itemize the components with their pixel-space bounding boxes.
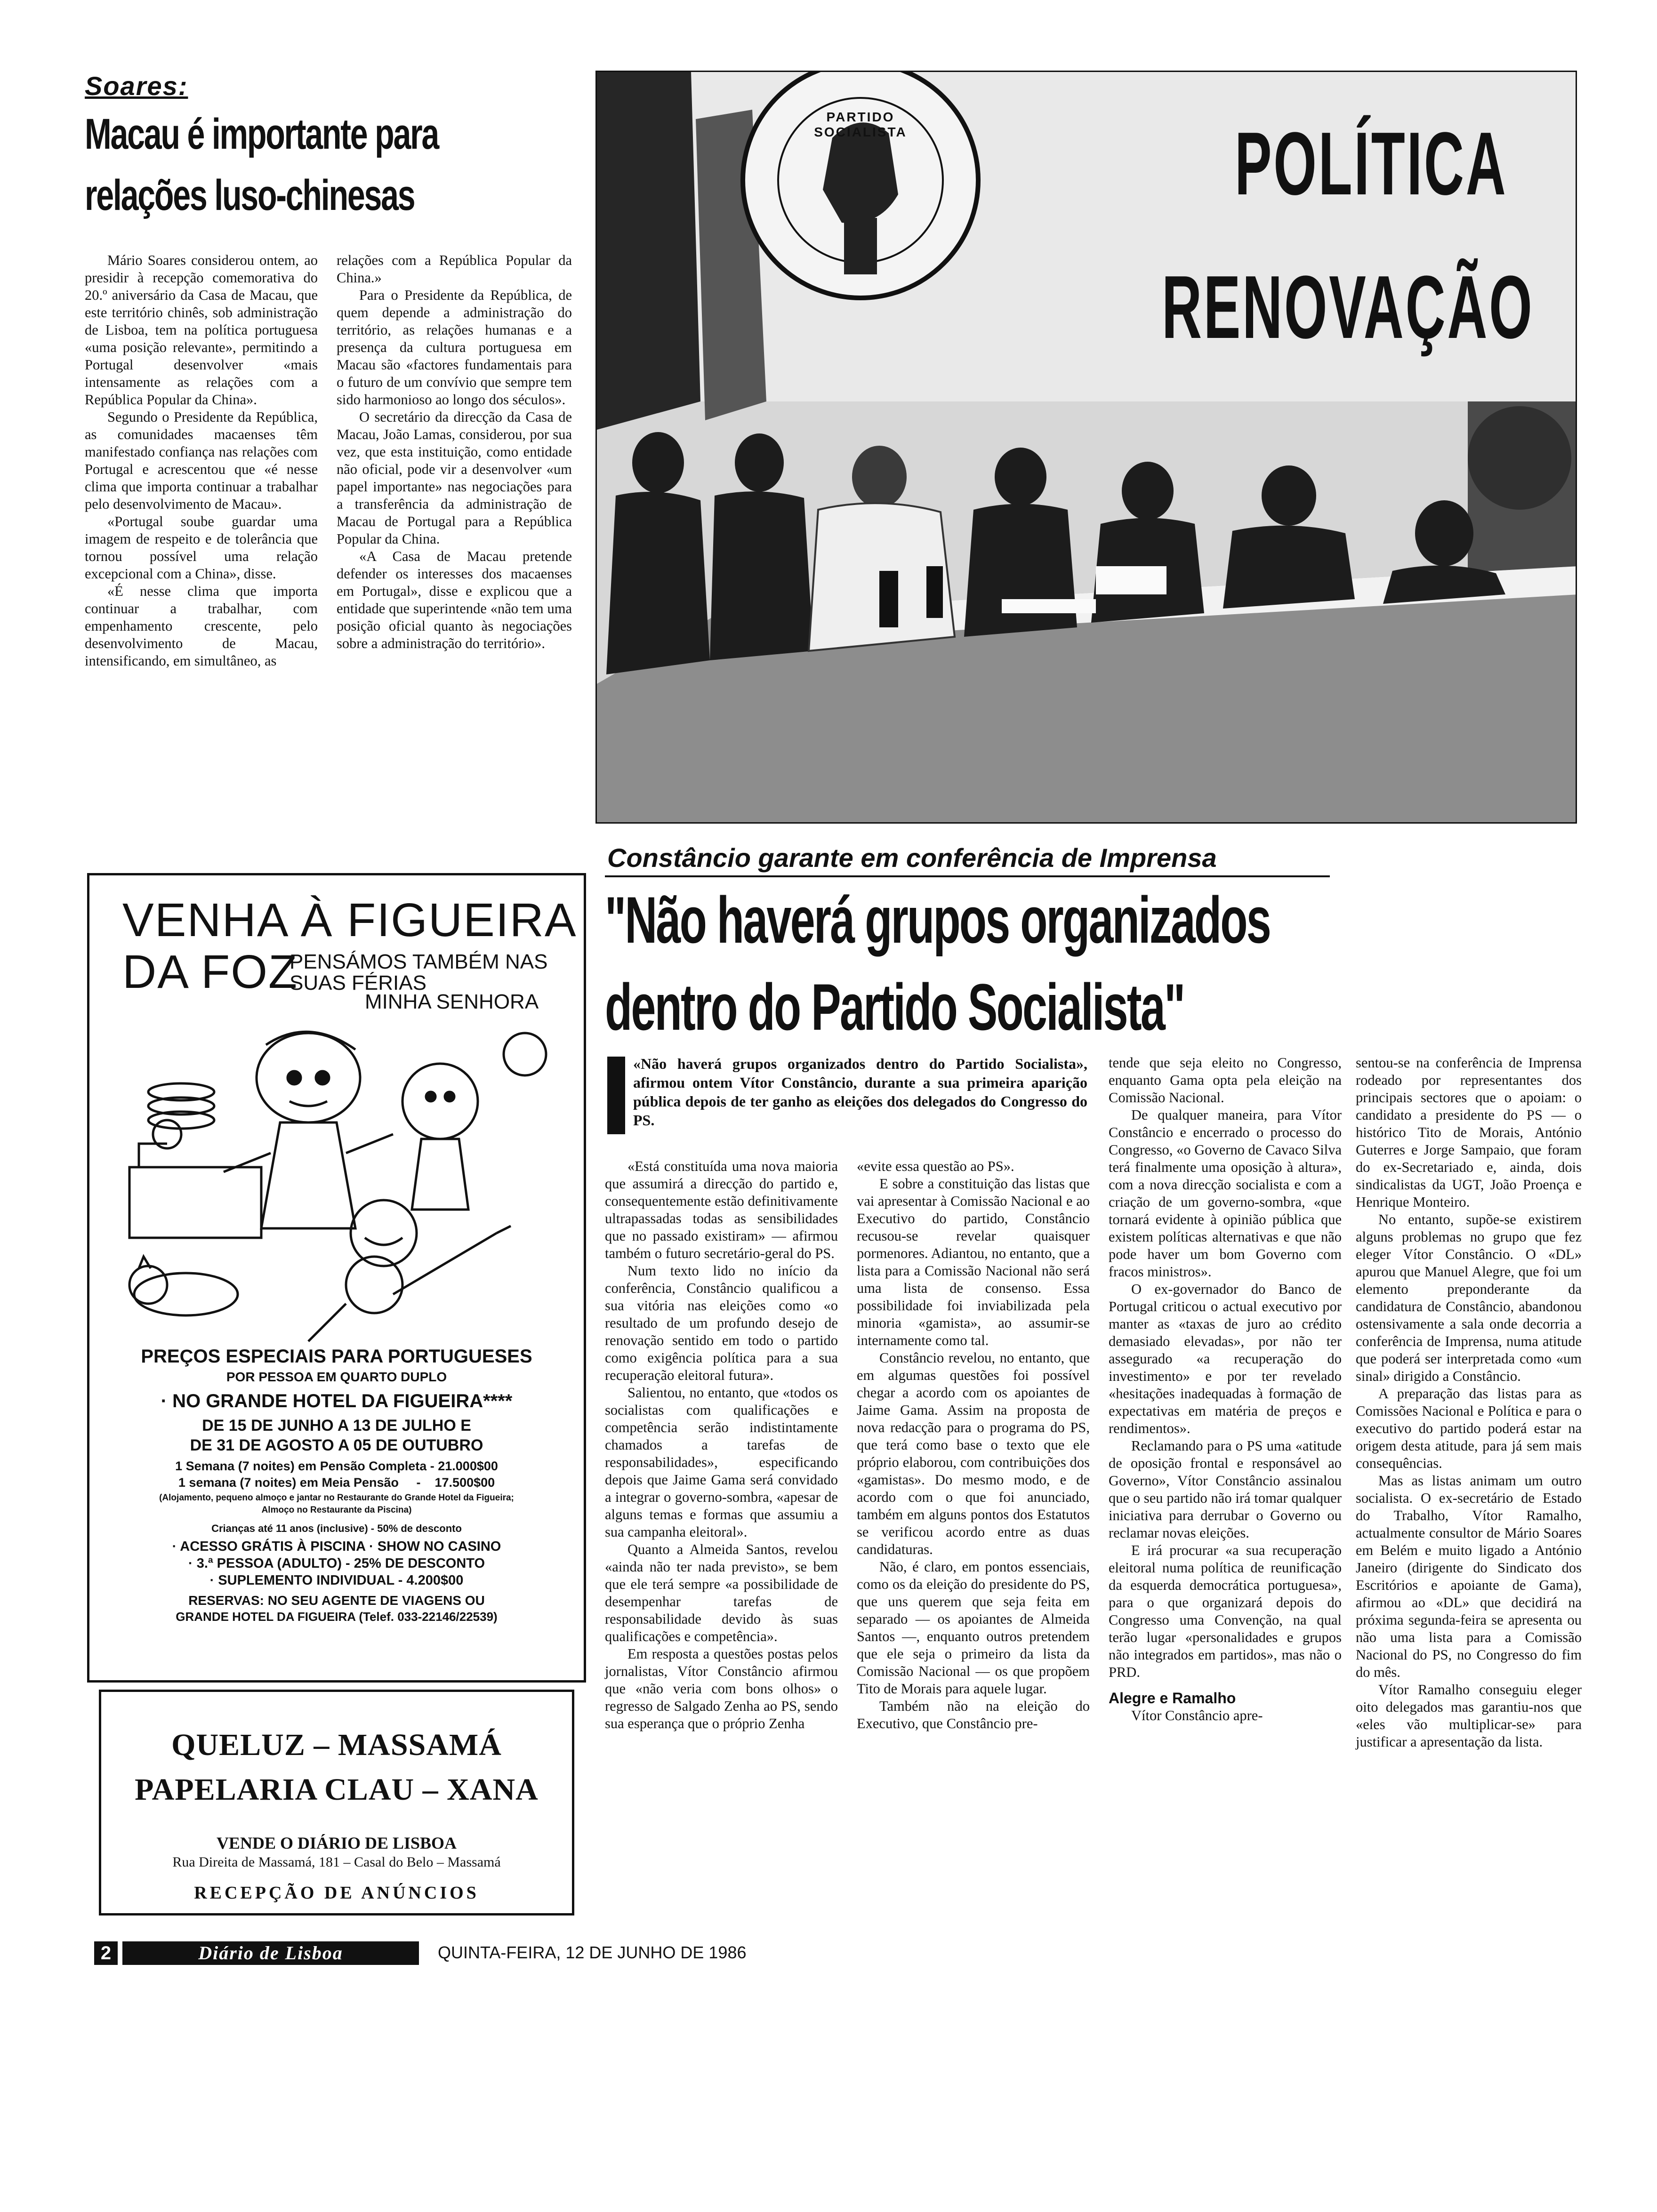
paragraph: Também não na eleição do Executivo, que Constâncio pre- — [857, 1698, 1090, 1731]
lead-bar — [607, 1057, 625, 1134]
paragraph: Mário Soares considerou ontem, ao presidir à recepção comemorativa do 20.º aniversário da Casa de Macau, que este território chinês, sob administração de Lisboa, tem na política portuguesa «uma posição relevante», permitindo a Portugal desenvolver «mais intensamente as relações com a República Popular da China». — [85, 252, 318, 408]
left-article-col2 — [337, 252, 572, 652]
paragraph: Vítor Constâncio apre- — [1131, 1707, 1263, 1723]
paragraph: Segundo o Presidente da República, as comunidades macaenses têm manifestado confiança nas relações com Portugal e acrescentou que «é nesse clima que importa continuar a trabalhar pelo desenvolvimento de Macau». — [85, 409, 318, 512]
ad-queluz-line2: PAPELARIA CLAU – XANA — [135, 1772, 539, 1807]
ad-reserve-2: GRANDE HOTEL DA FIGUEIRA (Telef. 033-22146/22539) — [176, 1610, 498, 1624]
paragraph: No entanto, supõe-se existirem alguns problemas no grupo que fez eleger Vítor Constâncio. O «DL» apurou que Manuel Alegre, que foi um elemento preponderante da candidatura de Constâncio, abandonou ostensivamente a sala onde decorria a conferência de Imprensa, numa atitude que poderá ser interpretada como «um sinal» dirigido a Constâncio. — [1356, 1211, 1582, 1384]
ad-rate-2: 1 semana (7 noites) em Meia Pensão - 17.500$00 — [178, 1475, 495, 1490]
main-lead: «Não haverá grupos organizados dentro do Partido Socialista», afirmou ontem Vítor Constâncio, durante a sua primeira aparição pública depois de ter ganho as eleições dos delegados do Congresso do PS. — [633, 1055, 1087, 1129]
paragraph: tende que seja eleito no Congresso, enquanto Gama opta pela eleição na Comissão Nacional. — [1109, 1055, 1342, 1106]
ad-reserve-1: RESERVAS: NO SEU AGENTE DE VIAGENS OU — [188, 1593, 485, 1608]
ad-prices-sub: POR PESSOA EM QUARTO DUPLO — [226, 1370, 447, 1384]
ad-queluz-line3: VENDE O DIÁRIO DE LISBOA — [216, 1834, 457, 1852]
press-conference-photo — [595, 71, 1577, 824]
paragraph: «evite essa questão ao PS». — [857, 1158, 1014, 1174]
ad-extra-3: · SUPLEMENTO INDIVIDUAL - 4.200$00 — [209, 1573, 464, 1588]
ad-tagline-1: PENSÁMOS TAMBÉM NAS — [290, 950, 548, 973]
paragraph: «Portugal soube guardar uma imagem de respeito e de tolerância que tornou possível uma relação excepcional com a China», disse. — [85, 513, 318, 582]
banner-renovacao: RENOVAÇÃO — [1162, 257, 1534, 357]
paragraph: A preparação das listas para as Comissões Nacional e Política e para o executivo do partido poderá estar na origem desta atitude, para já sem mais consequências. — [1356, 1386, 1582, 1471]
subhead: Alegre e Ramalho — [1109, 1690, 1236, 1707]
ad-note-2: Almoço no Restaurante da Piscina) — [261, 1505, 412, 1515]
main-headline-line2: dentro do Partido Socialista" — [605, 970, 1184, 1044]
paragraph: Salientou, no entanto, que «todos os socialistas com qualificações e competência serão indistintamente chamados a tarefas de responsabilidades», especificando depois que Jaime Gama será convidado a integrar o governo-sombra, «apesar de alguns temas e formas que assumiu a sua campanha eleitoral». — [605, 1385, 838, 1540]
ad-hotel: · NO GRANDE HOTEL DA FIGUEIRA**** — [161, 1391, 513, 1411]
paragraph: Num texto lido no início da conferência, Constâncio qualificou a sua vitória nas eleições como «o resultado de um profundo desejo de renovação sentido em todo o partido como exigência política para a sua recuperação eleitoral futura». — [605, 1263, 838, 1383]
ad-kids: Crianças até 11 anos (inclusive) - 50% de desconto — [211, 1523, 462, 1534]
ad-queluz-massama — [99, 1690, 574, 1915]
paragraph: Para o Presidente da República, de quem depende a administração do território, as relações humanas e a presença da cultura portuguesa em Macau são «factores fundamentais para o futuro de um convívio que sempre tem sido harmonioso ao longo dos séculos». — [337, 287, 572, 408]
cartoon-illustration — [111, 1012, 563, 1351]
ad-title-line1: VENHA À FIGUEIRA — [122, 894, 577, 946]
main-kicker: Constâncio garante em conferência de Imprensa — [607, 843, 1217, 873]
ad-dates-1: DE 15 DE JUNHO A 13 DE JULHO E — [202, 1417, 471, 1435]
paragraph: Quanto a Almeida Santos, revelou «ainda não ter nada previsto», se bem que ele terá sempre «a possibilidade de desempenhar tarefas de responsabilidade devido às suas qualificações e competência». — [605, 1541, 838, 1644]
main-col4 — [1356, 1054, 1582, 1751]
paragraph: Reclamando para o PS uma «atitude de oposição frontal e responsável ao Governo», Vítor Constâncio assinalou que o seu partido não irá tomar qualquer iniciativa para derrubar o Governo ou reclamar novas eleições. — [1109, 1438, 1342, 1541]
headline-macau-line1: Macau é importante para — [85, 110, 439, 158]
paragraph: E irá procurar «a sua recuperação eleitoral numa política de reunificação da esquerda democrática portuguesa», para o que organizará depois do Congresso uma Convenção, na qual terão lugar «personalidades e grupos não integrados em partidos», mas não o PRD. — [1109, 1542, 1342, 1680]
paragraph: E sobre a constituição das listas que vai apresentar à Comissão Nacional e ao Executivo do partido, Constâncio recusou-se revelar quaisquer pormenores. Adiantou, no entanto, que a lista para a Comissão Nacional não será uma lista de consenso. Essa possibilidade foi inviabilizada pela minoria «gamista», ao assumir-se internamente como tal. — [857, 1176, 1090, 1348]
main-col3 — [1109, 1054, 1342, 1724]
flag-shape — [597, 72, 700, 430]
ad-figueira-da-foz — [87, 873, 586, 1683]
ad-dates-2: DE 31 DE AGOSTO A 05 DE OUTUBRO — [190, 1436, 483, 1454]
paragraph: Mas as listas animam um outro socialista. O ex-secretário de Estado do Trabalho, Vítor Ramalho, actualmente consultor de Mário Soares em Belém e muito ligado a António Janeiro (dirigente do Sindicato dos Escritórios e apoiante de Gama), afirmou ao «DL» que decidirá na próxima segunda-feira se apresenta ou não uma lista para a Comissão Nacional do PS, no Congresso do fim do mês. — [1356, 1473, 1582, 1680]
paragraph: De qualquer maneira, para Vítor Constâncio e encerrado o processo do Congresso, «o Governo de Cavaco Silva terá finalmente uma oposição à altura», com a nova direcção socialista e com a criação de um governo-sombra, «que tornará evidente à opinião pública que existem políticas alternativas e que não pode haver um bom Governo com fracos ministros». — [1109, 1107, 1342, 1280]
headline-macau-line2: relações luso-chinesas — [85, 171, 415, 219]
banner-politica: POLÍTICA — [1235, 114, 1508, 214]
paragraph: «Está constituída uma nova maioria que assumirá a direcção do partido e, consequentemente estão definitivamente ultrapassadas todas as sensibilidades que no passado existiram» — afirmou também o futuro secretário-geral do PS. — [605, 1158, 838, 1261]
ad-rate-1: 1 Semana (7 noites) em Pensão Completa - 21.000$00 — [175, 1459, 498, 1473]
ad-prices-title: PREÇOS ESPECIAIS PARA PORTUGUESES — [141, 1346, 532, 1367]
paragraph: Vítor Ramalho conseguiu eleger oito delegados mas garantiu-nos que «eles vão multiplicar-se» para justificar a apresentação da lista. — [1356, 1682, 1582, 1750]
ad-queluz-line4: Rua Direita de Massamá, 181 – Casal do Belo – Massamá — [172, 1854, 501, 1870]
paragraph: O ex-governador do Banco de Portugal criticou o actual executivo por manter as «taxas de juro ao crédito demasiado elevadas», por não ter assegurado «a recuperação do investimento» e por ter revelado «hesitações inadequadas à formação de expectativas em matéria de preços e rendimentos». — [1109, 1281, 1342, 1436]
ad-extra-2: · 3.ª PESSOA (ADULTO) - 25% DE DESCONTO — [188, 1556, 485, 1571]
page-number: 2 — [94, 1941, 118, 1965]
paragraph: relações com a República Popular da China.» — [337, 252, 572, 286]
masthead-logo: Diário de Lisboa — [122, 1941, 419, 1965]
paragraph: sentou-se na conferência de Imprensa rodeado por representantes dos principais sectores que o apoiam: o candidato a presidente do PS — o histórico Tito de Morais, António Guterres e Jorge Sampaio, que foram do ex-Secretariado e, ainda, dois sindicalistas da UGT, João Proença e Henrique Monteiro. — [1356, 1055, 1582, 1210]
emblem-text: PARTIDO SOCIALISTA — [814, 110, 907, 139]
ad-tagline-2: SUAS FÉRIAS — [290, 971, 426, 994]
ad-extra-1: · ACESSO GRÁTIS À PISCINA · SHOW NO CASINO — [172, 1539, 501, 1554]
left-article — [85, 66, 588, 809]
paragraph: O secretário da direcção da Casa de Macau, João Lamas, considerou, por sua vez, que esta instituição, como entidade não oficial, pode vir a desenvolver «um papel importante» nas negociações para a transferência da administração de Macau de Portugal para a República Popular da China. — [337, 409, 572, 547]
ad-queluz-line5: RECEPÇÃO DE ANÚNCIOS — [194, 1883, 479, 1903]
paragraph: Em resposta a questões postas pelos jornalistas, Vítor Constâncio afirmou que «não veria com bons olhos» o regresso de Salgado Zenha ao PS, sendo sua esperança que o próprio Zenha — [605, 1646, 838, 1731]
main-headline-line1: "Não haverá grupos organizados — [605, 883, 1271, 957]
main-col2 — [857, 1158, 1090, 1732]
issue-date: QUINTA-FEIRA, 12 DE JUNHO DE 1986 — [438, 1943, 747, 1962]
main-col1 — [605, 1158, 838, 1732]
ad-tagline-3: MINHA SENHORA — [365, 990, 539, 1013]
paragraph: Constâncio revelou, no entanto, que em algumas questões foi possível chegar a acordo com os apoiantes de Jaime Gama. Assim na proposta de nova redacção para o programa do PS, que terá como base o texto que ele próprio elaborou, com contribuições dos «gamistas». Do mesmo modo, e de acordo com o que foi anunciado, também em alguns pontos dos Estatutos se verificou acordo entre as duas candidaturas. — [857, 1350, 1090, 1557]
paragraph: Não, é claro, em pontos essenciais, como os da eleição do presidente do PS, que uns querem que seja feita em separado — os apoiantes de Almeida Santos —, enquanto outros pretendem que ele seja o primeiro da lista da Comissão Nacional — os que propõem Tito de Morais para aquele lugar. — [857, 1559, 1090, 1697]
kicker-rule — [605, 875, 1330, 877]
ad-note-1: (Alojamento, pequeno almoço e jantar no Restaurante do Grande Hotel da Figueira; — [159, 1493, 514, 1503]
paragraph: «É nesse clima que importa continuar a trabalhar, com empenhamento crescente, pelo desenvolvimento de Macau, intensificando, em simultâneo, as — [85, 583, 318, 669]
left-article-col1 — [85, 252, 318, 670]
ad-title-line2: DA FOZ — [122, 946, 298, 998]
paragraph: «A Casa de Macau pretende defender os interesses dos macaenses em Portugal», disse e explicou que a entidade que superintende «não tem uma posição oficial quanto às negociações sobre a administração do território». — [337, 548, 572, 651]
ad-queluz-line1: QUELUZ – MASSAMÁ — [171, 1728, 502, 1762]
kicker-soares: Soares: — [85, 71, 188, 101]
